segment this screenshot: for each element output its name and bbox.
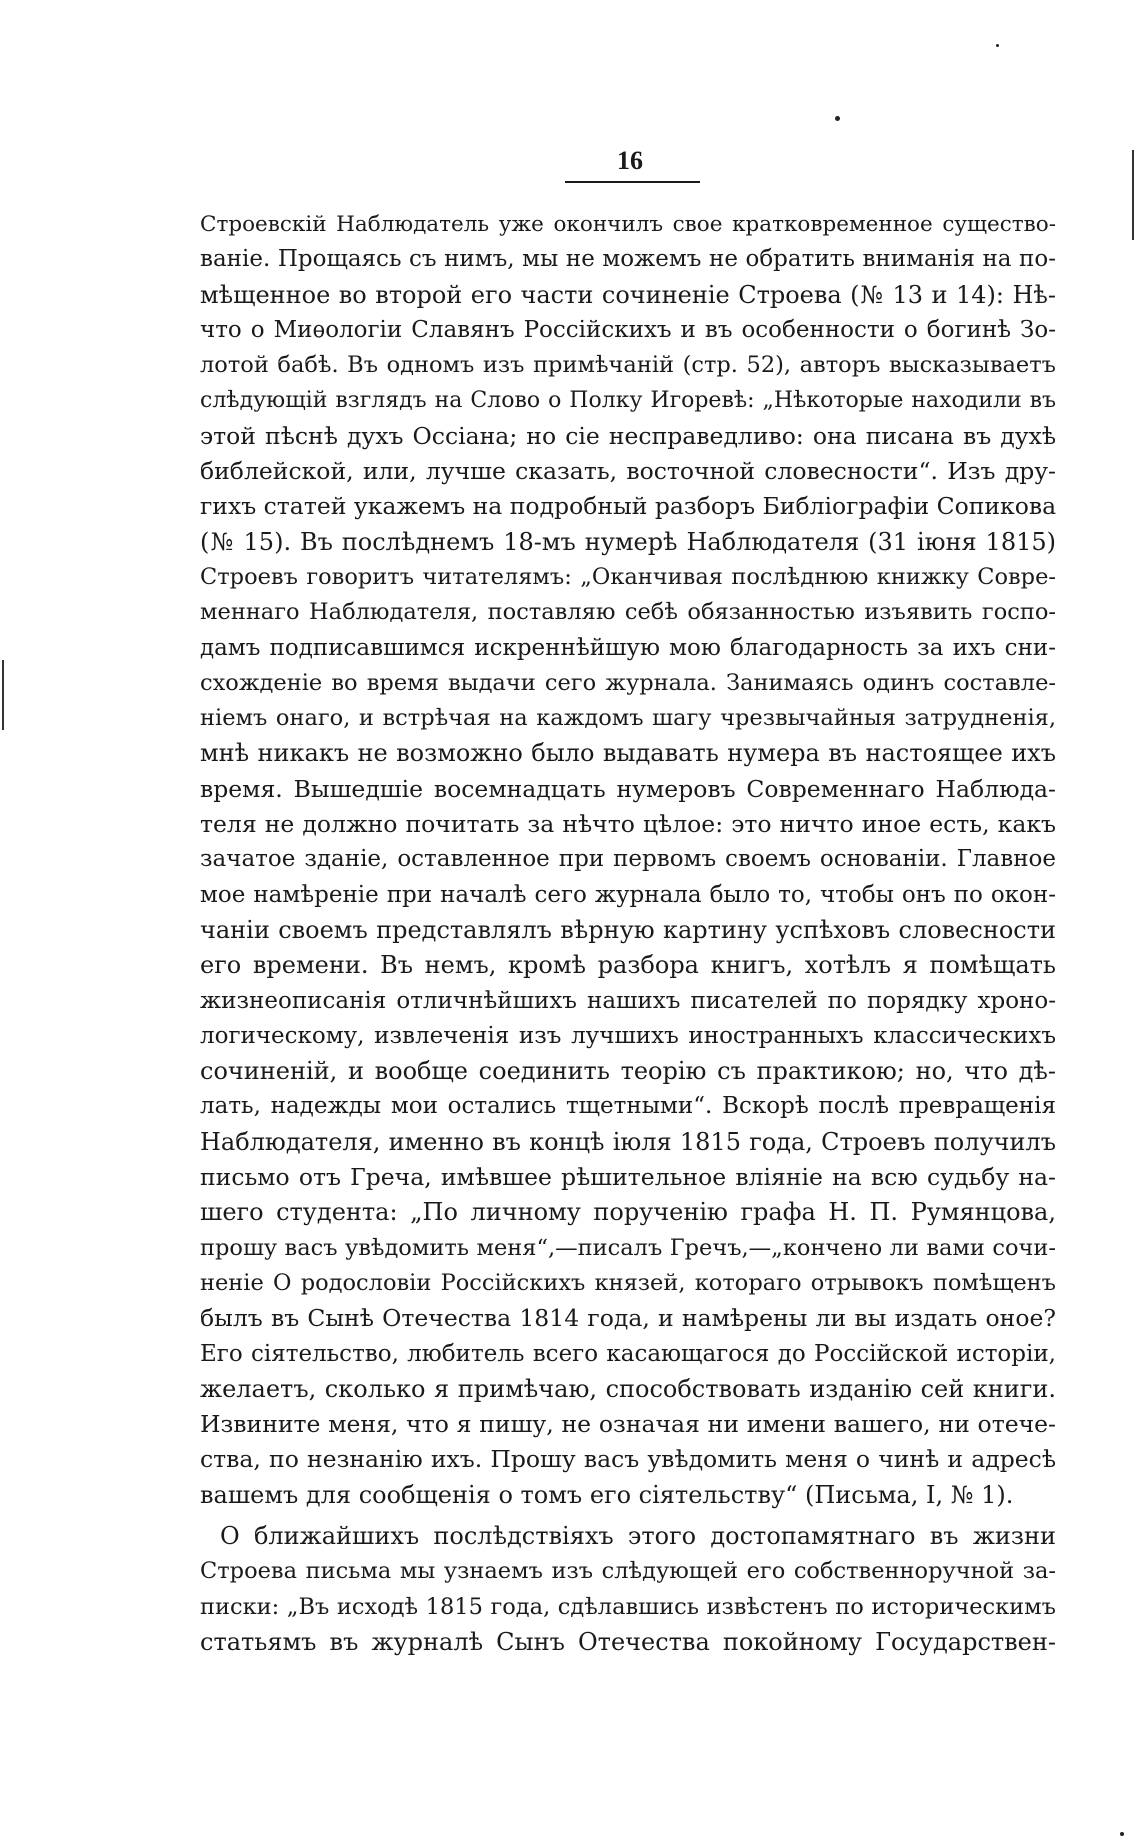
- text-line: Строевскій Наблюдатель уже окончилъ свое кратковременное существо-: [200, 212, 1056, 237]
- scan-speck: [835, 116, 840, 121]
- text-line: Извините меня, что я пишу, не означая ни имени вашего, ни отече-: [200, 1410, 1056, 1439]
- text-line: схожденіе во время выдачи сего журнала. Занимаясь одинъ составле-: [200, 669, 1056, 696]
- text-line: логическому, извлеченія изъ лучшихъ иностранныхъ классическихъ: [200, 1022, 1056, 1049]
- scan-edge-mark: [2, 660, 4, 730]
- text-line: мое намѣреніе при началѣ сего журнала было то, чтобы онъ по окон-: [200, 881, 1056, 908]
- text-line: ніемъ онаго, и встрѣчая на каждомъ шагу чрезвычайныя затрудненія,: [200, 705, 1056, 732]
- text-line: Строева письма мы узнаемъ изъ слѣдующей его собственноручной за-: [200, 1558, 1056, 1585]
- text-line: библейской, или, лучше сказать, восточной словесности“. Изъ дру-: [200, 457, 1056, 486]
- text-line: прошу васъ увѣдомить меня“,—писалъ Гречъ,—„кончено ли вами сочи-: [200, 1234, 1056, 1261]
- text-line: Его сіятельство, любитель всего касающагося до Россійской исторіи,: [200, 1340, 1056, 1367]
- text-line: его времени. Въ немъ, кромѣ разбора книгъ, хотѣлъ я помѣщать: [200, 951, 1056, 980]
- text-line: шего студента: „По личному порученію графа Н. П. Румянцова,: [200, 1198, 1056, 1227]
- text-line: Наблюдателя, именно въ концѣ іюля 1815 года, Строевъ получилъ: [200, 1127, 1056, 1156]
- text-line: былъ въ Сынѣ Отечества 1814 года, и намѣрены ли вы издать оное?: [200, 1304, 1056, 1333]
- text-line: ства, по незнанію ихъ. Прошу васъ увѣдомить меня о чинѣ и адресѣ: [200, 1445, 1056, 1474]
- text-line: писки: „Въ исходѣ 1815 года, сдѣлавшись извѣстенъ по историческимъ: [200, 1593, 1056, 1620]
- text-line: лать, надежды мои остались тщетными“. Вскорѣ послѣ превращенія: [200, 1093, 1056, 1120]
- text-line: письмо отъ Греча, имѣвшее рѣшительное вліяніе на всю судьбу на-: [200, 1163, 1056, 1192]
- text-line: Строевъ говоритъ читателямъ: „Оканчивая послѣднюю книжку Совре-: [200, 563, 1056, 590]
- text-line: время. Вышедшіе восемнадцать нумеровъ Современнаго Наблюда-: [200, 774, 1056, 803]
- text-line: статьямъ въ журналѣ Сынъ Отечества покойному Государствен-: [200, 1627, 1056, 1656]
- text-line: что о Миѳологіи Славянъ Россійскихъ и въ особенности о богинѣ Зо-: [200, 316, 1056, 343]
- text-line: этой пѣснѣ духъ Оссіана; но сіе несправедливо: она писана въ духѣ: [200, 421, 1056, 450]
- text-line: слѣдующій взглядъ на Слово о Полку Игоревѣ: „Нѣкоторые находили въ: [200, 388, 1056, 414]
- body-text: [200, 207, 1056, 1660]
- text-line: лотой бабѣ. Въ одномъ изъ примѣчаній (стр. 52), авторъ высказываетъ: [200, 352, 1056, 379]
- text-line: (№ 15). Въ послѣднемъ 18-мъ нумерѣ Наблюдателя (31 іюня 1815): [200, 527, 1056, 556]
- text-line: мнѣ никакъ не возможно было выдавать нумера въ настоящее ихъ: [200, 739, 1056, 768]
- text-line: гихъ статей укажемъ на подробный разборъ Библіографіи Сопикова: [200, 492, 1056, 521]
- text-line: меннаго Наблюдателя, поставляю себѣ обязанностью изъявить госпо-: [200, 599, 1056, 626]
- page-number-rule: [565, 181, 700, 183]
- scan-edge-mark: [1132, 150, 1134, 240]
- text-line: зачатое зданіе, оставленное при первомъ своемъ основаніи. Главное: [200, 846, 1056, 873]
- scan-speck: [1120, 1832, 1124, 1836]
- text-line: неніе О родословіи Россійскихъ князей, котораго отрывокъ помѣщенъ: [200, 1269, 1056, 1296]
- text-line: желаетъ, сколько я примѣчаю, способствовать изданію сей книги.: [200, 1374, 1056, 1403]
- text-line: сочиненій, и вообще соединить теорію съ практикою; но, что дѣ-: [200, 1057, 1056, 1086]
- scan-speck: [996, 44, 999, 47]
- text-line: вашемъ для сообщенія о томъ его сіятельству“ (Письма, I, № 1).: [200, 1480, 1014, 1509]
- text-line: ваніе. Прощаясь съ нимъ, мы не можемъ не обратить вниманія на по-: [200, 246, 1056, 273]
- text-line: мѣщенное во второй его части сочиненіе Строева (№ 13 и 14): Нѣ-: [200, 280, 1056, 309]
- text-line: теля не должно почитать за нѣчто цѣлое: это ничто иное есть, какъ: [200, 810, 1056, 839]
- page-number: 16: [617, 146, 643, 175]
- text-line: дамъ подписавшимся искреннѣйшую мою благодарность за ихъ сни-: [200, 634, 1056, 661]
- text-line: чаніи своемъ представлялъ вѣрную картину успѣховъ словесности: [200, 915, 1056, 944]
- text-line: О ближайшихъ послѣдствіяхъ этого достопамятнаго въ жизни: [220, 1521, 1056, 1550]
- text-line: жизнеописанія отличнѣйшихъ нашихъ писателей по порядку хроно-: [200, 987, 1056, 1014]
